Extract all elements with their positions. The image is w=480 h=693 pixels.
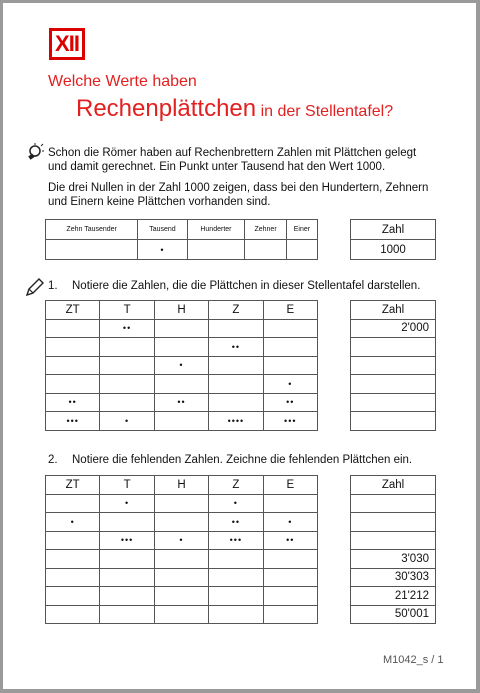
table-cell[interactable] [209, 568, 263, 587]
table-cell[interactable] [263, 550, 317, 569]
table-cell[interactable] [263, 568, 317, 587]
intro-paragraph-2: Die drei Nullen in der Zahl 1000 zeigen, dass bei den Hundertern, Zehnern und Einern keine Plättchen vorhanden sind. [48, 182, 429, 208]
table-cell[interactable]: •• [263, 531, 317, 550]
zahl-cell[interactable] [351, 513, 436, 532]
header-cell: T [100, 476, 154, 495]
table-cell[interactable]: •• [46, 393, 100, 412]
table-cell[interactable] [263, 494, 317, 513]
header-cell: ZT [46, 476, 100, 495]
table-cell[interactable] [46, 531, 100, 550]
task-2-instruction: 2. Notiere die fehlenden Zahlen. Zeichne die fehlenden Plättchen ein. [48, 454, 413, 466]
table-cell[interactable] [209, 605, 263, 624]
table-cell[interactable] [100, 393, 154, 412]
intro-paragraph-1: Schon die Römer haben auf Rechenbrettern Zahlen mit Plättchen gelegt und damit gerechnet. Ein Punkt unter Tausend hat den Wert 1000. [48, 147, 417, 173]
table-row [46, 375, 318, 394]
zahl-cell[interactable]: 2'000 [351, 319, 436, 338]
pencil-icon [24, 278, 44, 298]
example-place-value-table [45, 219, 318, 260]
task-2-number-table [350, 475, 436, 624]
table-cell[interactable] [46, 587, 100, 606]
table-cell[interactable] [154, 412, 208, 431]
table-cell[interactable] [263, 587, 317, 606]
table-cell[interactable] [187, 240, 245, 260]
header-cell: H [154, 301, 208, 320]
table-cell[interactable]: •• [209, 513, 263, 532]
page-code: M1042_s / 1 [383, 654, 444, 666]
table-cell[interactable] [46, 494, 100, 513]
zahl-cell[interactable] [351, 412, 436, 431]
table-cell[interactable]: ••• [46, 412, 100, 431]
table-cell[interactable]: •• [209, 338, 263, 357]
table-row [46, 531, 318, 550]
table-cell[interactable] [263, 338, 317, 357]
table-cell[interactable] [154, 605, 208, 624]
table-cell[interactable] [100, 605, 154, 624]
table-row [46, 494, 318, 513]
task-1-place-value-table [45, 300, 318, 431]
table-cell[interactable] [100, 587, 154, 606]
header-cell: ZT [46, 301, 100, 320]
task-2-place-value-table [45, 475, 318, 624]
table-cell[interactable]: •• [100, 319, 154, 338]
table-cell[interactable]: • [138, 240, 187, 260]
table-row [46, 412, 318, 431]
header-cell: Einer [286, 220, 317, 240]
table-cell[interactable]: • [100, 412, 154, 431]
table-cell[interactable] [46, 240, 138, 260]
table-cell[interactable] [286, 240, 317, 260]
header-cell: Hunderter [187, 220, 245, 240]
header-cell: Zehner [245, 220, 287, 240]
table-row [46, 568, 318, 587]
header-cell: Z [209, 301, 263, 320]
table-cell[interactable]: • [46, 513, 100, 532]
header-cell: E [263, 301, 317, 320]
table-row [46, 550, 318, 569]
table-cell[interactable] [46, 550, 100, 569]
table-cell[interactable] [154, 587, 208, 606]
table-cell[interactable] [209, 319, 263, 338]
task-1-instruction: 1. Notiere die Zahlen, die die Plättchen in dieser Stellentafel darstellen. [48, 280, 421, 292]
header-cell: Z [209, 476, 263, 495]
table-cell[interactable] [209, 587, 263, 606]
table-cell[interactable]: • [263, 513, 317, 532]
task-1-number-table [350, 300, 436, 431]
table-cell[interactable] [46, 319, 100, 338]
example-number-table [350, 219, 436, 260]
table-cell[interactable] [209, 356, 263, 375]
table-cell[interactable] [263, 605, 317, 624]
table-cell[interactable] [100, 568, 154, 587]
zahl-cell[interactable] [351, 356, 436, 375]
zahl-cell[interactable]: 50'001 [351, 605, 436, 624]
table-cell[interactable] [245, 240, 287, 260]
table-cell[interactable]: •• [263, 393, 317, 412]
table-cell[interactable] [209, 393, 263, 412]
table-cell[interactable] [100, 356, 154, 375]
table-cell[interactable] [154, 338, 208, 357]
table-cell[interactable] [46, 338, 100, 357]
table-cell[interactable] [100, 513, 154, 532]
table-cell[interactable]: ••• [100, 531, 154, 550]
table-cell[interactable] [154, 513, 208, 532]
header-cell: E [263, 476, 317, 495]
table-cell[interactable]: • [154, 356, 208, 375]
table-cell[interactable] [263, 319, 317, 338]
table-cell[interactable] [154, 494, 208, 513]
table-row [46, 338, 318, 357]
table-cell[interactable]: ••• [263, 412, 317, 431]
header-cell: H [154, 476, 208, 495]
table-cell[interactable] [46, 568, 100, 587]
table-cell[interactable] [154, 319, 208, 338]
table-cell[interactable] [154, 568, 208, 587]
zahl-cell[interactable]: 3'030 [351, 550, 436, 569]
table-row [46, 393, 318, 412]
title-line-2: Rechenplättchen in der Stellentafel? [76, 95, 394, 122]
table-cell[interactable]: •• [154, 393, 208, 412]
table-row [46, 319, 318, 338]
table-cell[interactable] [100, 338, 154, 357]
zahl-header: Zahl [351, 301, 436, 320]
table-cell[interactable]: • [209, 494, 263, 513]
table-cell[interactable] [46, 356, 100, 375]
table-cell[interactable] [100, 550, 154, 569]
table-cell[interactable]: • [100, 494, 154, 513]
zahl-header: Zahl [351, 220, 436, 240]
zahl-cell[interactable] [351, 494, 436, 513]
table-cell[interactable] [154, 375, 208, 394]
zahl-cell[interactable] [351, 393, 436, 412]
table-cell[interactable] [209, 375, 263, 394]
table-cell[interactable]: • [263, 375, 317, 394]
table-cell[interactable]: •••• [209, 412, 263, 431]
table-row [46, 587, 318, 606]
lightbulb-icon [24, 143, 44, 163]
table-row [46, 513, 318, 532]
zahl-cell: 1000 [351, 240, 436, 260]
zahl-cell[interactable]: 21'212 [351, 587, 436, 606]
title-line-1: Welche Werte haben [48, 73, 197, 90]
table-cell[interactable] [46, 605, 100, 624]
header-cell: Tausend [138, 220, 187, 240]
table-cell[interactable] [154, 550, 208, 569]
zahl-cell[interactable] [351, 531, 436, 550]
table-cell[interactable]: ••• [209, 531, 263, 550]
header-cell: Zehn Tausender [46, 220, 138, 240]
table-cell[interactable]: • [154, 531, 208, 550]
table-cell[interactable] [263, 356, 317, 375]
header-cell: T [100, 301, 154, 320]
zahl-cell[interactable] [351, 338, 436, 357]
table-row [46, 605, 318, 624]
table-cell[interactable] [209, 550, 263, 569]
zahl-header: Zahl [351, 476, 436, 495]
worksheet-page [3, 3, 476, 689]
zahl-cell[interactable] [351, 375, 436, 394]
logo: XII [49, 28, 85, 60]
table-cell[interactable] [100, 375, 154, 394]
zahl-cell[interactable]: 30'303 [351, 568, 436, 587]
table-cell[interactable] [46, 375, 100, 394]
table-row [46, 356, 318, 375]
